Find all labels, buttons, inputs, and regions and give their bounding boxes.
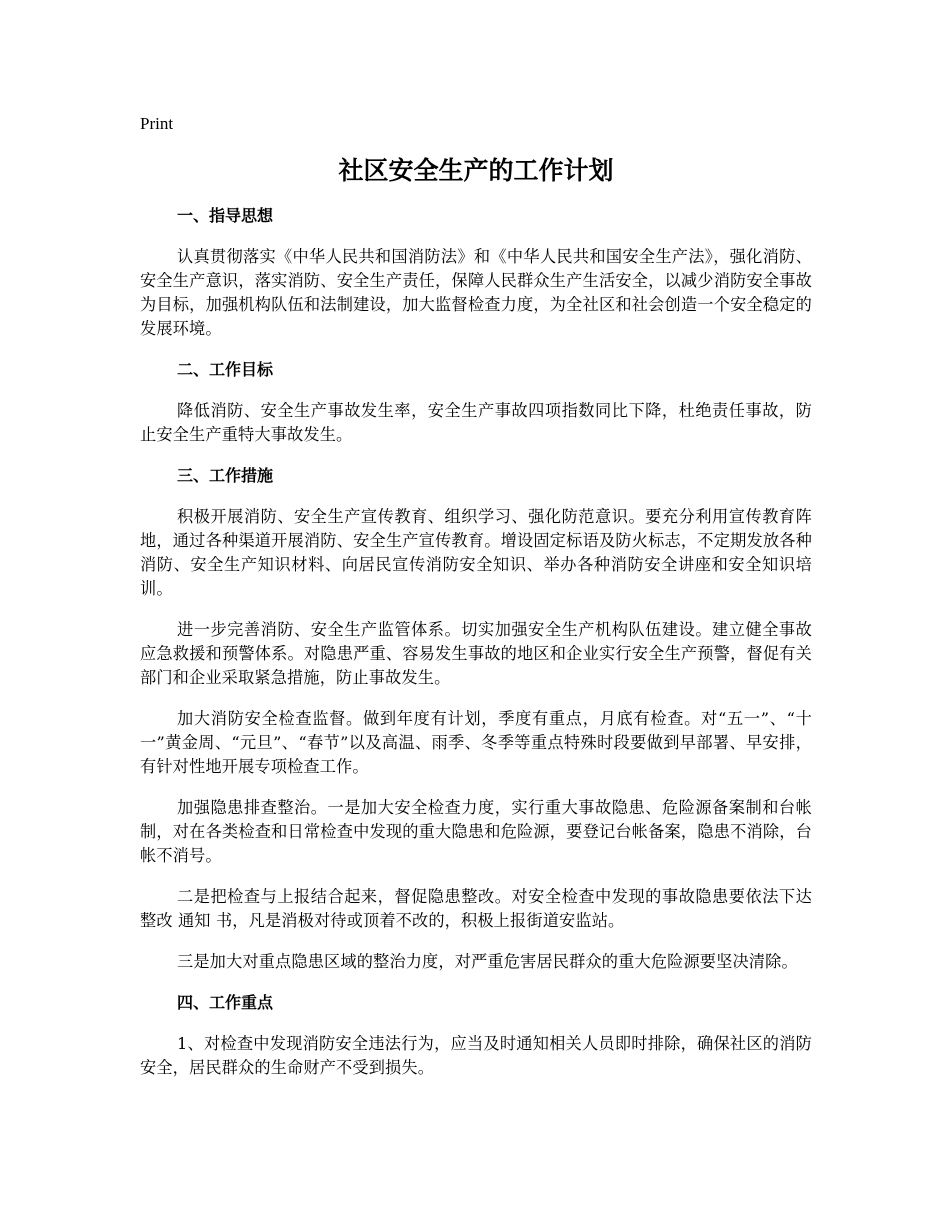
section-guiding-ideology <box>140 204 812 341</box>
paragraph: 二是把检查与上报结合起来，督促隐患整改。对安全检查中发现的事故隐患要依法下达整改 通知 书，凡是消极对待或顶着不改的，积极上报街道安监站。 <box>140 887 812 930</box>
paragraph: 加大消防安全检查监督。做到年度有计划，季度有重点，月底有检查。对“五一”、“十一”黄金周、“元旦”、“春节”以及高温、雨季、冬季等重点特殊时段要做到早部署、早安排，有针对性地开展专项检查工作。 <box>140 709 812 776</box>
paragraph: 认真贯彻落实《中华人民共和国消防法》和《中华人民共和国安全生产法》，强化消防、安全生产意识，落实消防、安全生产责任，保障人民群众生产生活安全，以减少消防安全事故为目标，加强机构队伍和法制建设，加大监督检查力度，为全社区和社会创造一个安全稳定的发展环境。 <box>140 247 812 338</box>
section-work-goals <box>140 358 812 447</box>
section-heading: 二、工作目标 <box>177 360 274 379</box>
paragraph: 降低消防、安全生产事故发生率，安全生产事故四项指数同比下降，杜绝责任事故，防止安全生产重特大事故发生。 <box>140 401 812 444</box>
paragraph: 1、对检查中发现消防安全违法行为，应当及时通知相关人员即时排除，确保社区的消防安全，居民群众的生命财产不受到损失。 <box>140 1034 812 1077</box>
document-title: 社区安全生产的工作计划 <box>338 156 614 185</box>
section-work-measures <box>140 464 812 974</box>
paragraph: 三是加大对重点隐患区域的整治力度，对严重危害居民群众的重大危险源要坚决清除。 <box>177 952 798 971</box>
document-page <box>140 114 812 1097</box>
paragraph: 积极开展消防、安全生产宣传教育、组织学习、强化防范意识。要充分利用宣传教育阵地，通过各种渠道开展消防、安全生产宣传教育。增设固定标语及防火标志，不定期发放各种消防、安全生产知识材料、向居民宣传消防安全知识、举办各种消防安全讲座和安全知识培训。 <box>140 507 812 598</box>
section-work-priorities <box>140 991 812 1080</box>
section-heading: 三、工作措施 <box>177 466 274 485</box>
paragraph: 加强隐患排查整治。一是加大安全检查力度，实行重大事故隐患、危险源备案制和台帐制，对在各类检查和日常检查中发现的重大隐患和危险源，要登记台帐备案，隐患不消除，台帐不消号。 <box>140 798 812 865</box>
section-heading: 四、工作重点 <box>177 993 274 1012</box>
section-heading: 一、指导思想 <box>177 206 274 225</box>
paragraph: 进一步完善消防、安全生产监管体系。切实加强安全生产机构队伍建设。建立健全事故应急救援和预警体系。对隐患严重、容易发生事故的地区和企业实行安全生产预警，督促有关部门和企业采取紧急措施，防止事故发生。 <box>140 620 812 687</box>
print-label: Print <box>140 114 174 133</box>
